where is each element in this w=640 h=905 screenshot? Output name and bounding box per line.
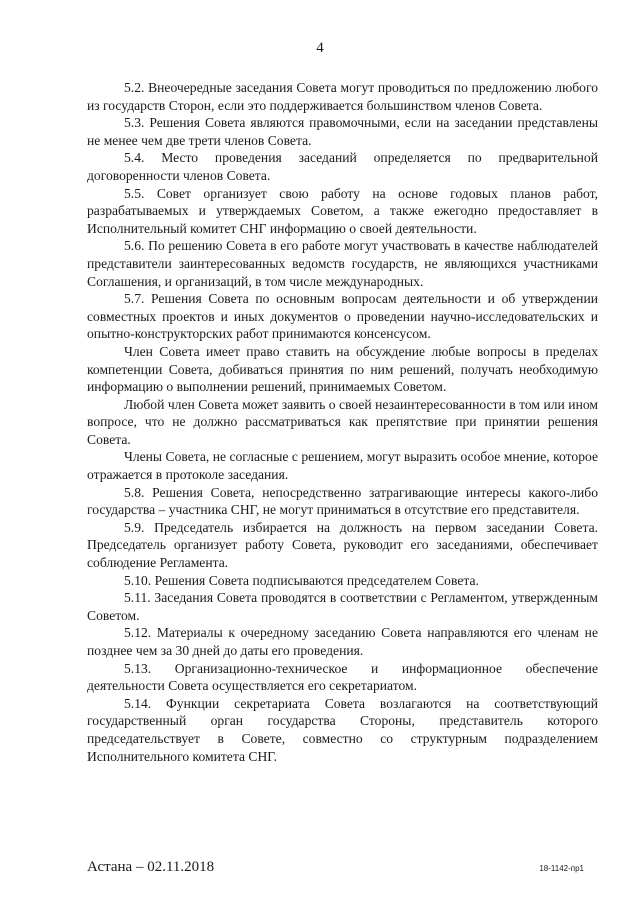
paragraph-dissenting-opinion: Члены Совета, не согласные с решением, могут выразить особое мнение, которое отражается в протоколе заседания. bbox=[87, 449, 598, 483]
footer-place-date: Астана – 02.11.2018 bbox=[87, 859, 215, 875]
paragraph-5-14: 5.14. Функции секретариата Совета возлагаются на соответствующий государственный орган государства Стороны, представитель которого председательствует в Совете, совместно со структурным подразделением Исполнительного комитета СНГ. bbox=[87, 695, 598, 764]
paragraph-5-13: 5.13. Организационно-техническое и информационное обеспечение деятельности Совета осуществляется его секретариатом. bbox=[87, 660, 598, 694]
paragraph-5-11: 5.11. Заседания Совета проводятся в соответствии с Регламентом, утвержденным Советом. bbox=[87, 590, 598, 623]
paragraph-5-5: 5.5. Совет организует свою работу на основе годовых планов работ, разрабатываемых и утверждаемых Советом, а также ежегодно предоставляет в Исполнительный комитет СНГ информацию о своей деятельности. bbox=[87, 185, 598, 236]
paragraph-member-disinterest: Любой член Совета может заявить о своей незаинтересованности в том или ином вопросе, что не должно рассматриваться как препятствие при принятии решения Совета. bbox=[87, 396, 598, 447]
paragraph-member-rights: Член Совета имеет право ставить на обсуждение любые вопросы в пределах компетенции Совета, добиваться принятия по ним решений, получать необходимую информацию о выполнении решений, принимаемых Советом. bbox=[87, 343, 598, 395]
paragraph-5-2: 5.2. Внеочередные заседания Совета могут проводиться по предложению любого из государств Сторон, если это поддерживается большинством членов Совета. bbox=[87, 80, 598, 113]
paragraph-5-8: 5.8. Решения Совета, непосредственно затрагивающие интересы какого-либо государства – участника СНГ, не могут приниматься в отсутствие его представителя. bbox=[87, 484, 598, 518]
paragraph-5-7: 5.7. Решения Совета по основным вопросам деятельности и об утверждении совместных проектов и иных документов о проведении научно-исследовательских и опытно-конструкторских работ принимаются консенсусом. bbox=[87, 291, 598, 342]
page-number: 4 bbox=[316, 40, 324, 56]
paragraph-5-12: 5.12. Материалы к очередному заседанию Совета направляются его членам не позднее чем за 30 дней до даты его проведения. bbox=[87, 625, 598, 658]
document-body bbox=[87, 79, 598, 765]
paragraph-5-4: 5.4. Место проведения заседаний определяется по предварительной договоренности членов Совета. bbox=[87, 150, 598, 183]
paragraph-5-9: 5.9. Председатель избирается на должность на первом заседании Совета. Председатель организует работу Совета, руководит его заседаниями, обеспечивает соблюдение Регламента. bbox=[87, 519, 598, 571]
paragraph-5-10: 5.10. Решения Совета подписываются председателем Совета. bbox=[124, 572, 479, 588]
paragraph-5-3: 5.3. Решения Совета являются правомочными, если на заседании представлены не менее чем две трети членов Совета. bbox=[87, 115, 598, 148]
footer-doc-code: 18-1142-пр1 bbox=[539, 864, 584, 873]
paragraph-5-6: 5.6. По решению Совета в его работе могут участвовать в качестве наблюдателей представители заинтересованных ведомств государств, не являющихся участниками Соглашения, и организаций, в том числе международных. bbox=[87, 238, 598, 289]
